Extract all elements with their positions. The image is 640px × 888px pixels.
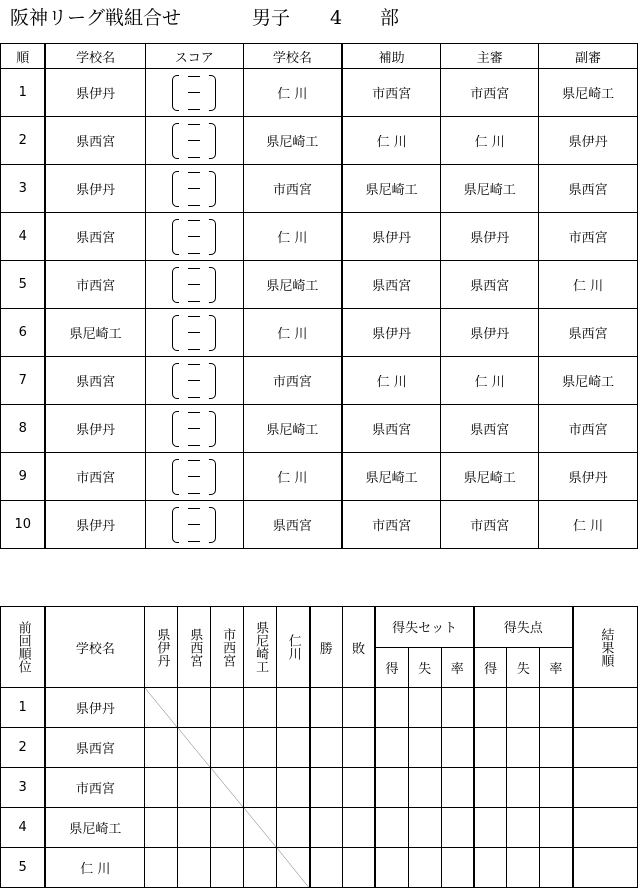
assist-school: 市西宮: [342, 69, 441, 117]
standing-row: [1, 728, 638, 768]
col-assist: 補助: [342, 44, 441, 69]
assist-school: 県尼崎工: [342, 165, 441, 213]
point-rate-header: 率: [540, 647, 573, 688]
match-result-cell[interactable]: [211, 808, 244, 848]
losses-cell[interactable]: [342, 808, 375, 848]
sub-referee-school: 県西宮: [539, 309, 638, 357]
standing-row: [1, 768, 638, 808]
match-number: 8: [1, 405, 46, 453]
school-name: 県西宮: [45, 728, 145, 768]
school-a: 県西宮: [45, 213, 145, 261]
score-cell: [145, 69, 243, 117]
set-gain-cell[interactable]: [375, 768, 408, 808]
score-dashes: [179, 76, 209, 110]
point-lose-cell[interactable]: [507, 728, 540, 768]
score-cell: [145, 501, 243, 549]
point-gain-cell[interactable]: [474, 688, 507, 728]
school-name: 県伊丹: [45, 688, 145, 728]
match-result-cell[interactable]: [244, 728, 277, 768]
chief-referee-school: 県伊丹: [441, 213, 539, 261]
match-row: [1, 501, 638, 549]
set-lose-cell[interactable]: [408, 768, 441, 808]
school-name: 市西宮: [45, 768, 145, 808]
chief-referee-school: 市西宮: [441, 69, 539, 117]
right-bracket: [209, 123, 216, 159]
match-result-cell: [244, 808, 277, 848]
page-title: [10, 4, 630, 32]
left-bracket: [172, 315, 179, 351]
loss-header: 敗: [342, 607, 375, 688]
score-cell: [145, 357, 243, 405]
match-result-cell[interactable]: [277, 768, 310, 808]
left-bracket: [172, 219, 179, 255]
school-a: 市西宮: [45, 261, 145, 309]
final-rank-cell[interactable]: [573, 768, 638, 808]
match-number: 5: [1, 261, 46, 309]
division-label: 部: [380, 7, 400, 29]
school-b: 市西宮: [243, 165, 342, 213]
division-number: 4: [330, 7, 343, 29]
right-bracket: [209, 75, 216, 111]
school-b: 市西宮: [243, 357, 342, 405]
school-b: 仁 川: [243, 69, 342, 117]
match-number: 1: [1, 69, 46, 117]
point-gain-cell[interactable]: [474, 848, 507, 888]
chief-referee-school: 仁 川: [441, 117, 539, 165]
score-brackets: [146, 459, 243, 495]
col-school-b: 学校名: [243, 44, 342, 69]
left-bracket: [172, 459, 179, 495]
assist-school: 県伊丹: [342, 309, 441, 357]
schedule-header-row: [1, 44, 638, 69]
match-row: [1, 309, 638, 357]
score-brackets: [146, 411, 243, 447]
score-cell: [145, 117, 243, 165]
match-result-cell[interactable]: [244, 688, 277, 728]
match-number: 10: [1, 501, 46, 549]
diagonal-line: [244, 808, 276, 847]
col-school-a: 学校名: [45, 44, 145, 69]
left-bracket: [172, 75, 179, 111]
match-row: [1, 405, 638, 453]
assist-school: 仁 川: [342, 357, 441, 405]
match-result-cell[interactable]: [178, 688, 211, 728]
final-rank-header: 結果順: [598, 627, 614, 667]
sub-referee-school: 県伊丹: [539, 117, 638, 165]
point-lose-cell[interactable]: [507, 848, 540, 888]
score-brackets: [146, 267, 243, 303]
league-title: 阪神リーグ戦組合せ: [10, 7, 182, 29]
match-result-cell[interactable]: [145, 768, 178, 808]
sub-referee-school: 県伊丹: [539, 453, 638, 501]
match-result-cell[interactable]: [178, 808, 211, 848]
right-bracket: [209, 363, 216, 399]
match-result-cell: [178, 728, 211, 768]
chief-referee-school: 県尼崎工: [441, 453, 539, 501]
win-header: 勝: [310, 607, 343, 688]
sub-referee-school: 市西宮: [539, 213, 638, 261]
school-b: 県尼崎工: [243, 117, 342, 165]
school-b: 仁 川: [243, 309, 342, 357]
chief-referee-school: 市西宮: [441, 501, 539, 549]
point-gain-cell[interactable]: [474, 808, 507, 848]
point-rate-cell[interactable]: [540, 768, 573, 808]
school-name: 仁 川: [45, 848, 145, 888]
match-result-cell[interactable]: [244, 848, 277, 888]
school-name: 県尼崎工: [45, 808, 145, 848]
point-lose-cell[interactable]: [507, 688, 540, 728]
left-bracket: [172, 123, 179, 159]
match-row: [1, 261, 638, 309]
score-dashes: [179, 364, 209, 398]
school-a: 市西宮: [45, 453, 145, 501]
assist-school: 県西宮: [342, 261, 441, 309]
point-lose-cell[interactable]: [507, 768, 540, 808]
match-number: 4: [1, 213, 46, 261]
score-brackets: [146, 219, 243, 255]
score-cell: [145, 453, 243, 501]
school-header: 学校名: [45, 607, 145, 688]
diagonal-line: [145, 688, 177, 727]
point-lose-cell[interactable]: [507, 808, 540, 848]
point-rate-cell[interactable]: [540, 728, 573, 768]
school-a: 県西宮: [45, 117, 145, 165]
match-result-cell[interactable]: [244, 768, 277, 808]
score-dashes: [179, 172, 209, 206]
set-rate-cell[interactable]: [441, 808, 474, 848]
point-header: 得失点: [474, 607, 573, 648]
results-table: [0, 606, 638, 888]
point-rate-cell[interactable]: [540, 688, 573, 728]
set-rate-cell[interactable]: [441, 768, 474, 808]
match-result-cell[interactable]: [277, 728, 310, 768]
sub-referee-school: 仁 川: [539, 261, 638, 309]
gender-label: 男子: [252, 7, 291, 29]
opponent-header-3: 市西宮: [220, 627, 236, 667]
losses-cell[interactable]: [342, 768, 375, 808]
diagonal-line: [211, 768, 243, 807]
chief-referee-school: 県尼崎工: [441, 165, 539, 213]
prev-rank: 1: [1, 688, 46, 728]
score-dashes: [179, 124, 209, 158]
score-brackets: [146, 507, 243, 543]
sub-referee-school: 仁 川: [539, 501, 638, 549]
set-header: 得失セット: [375, 607, 474, 648]
school-a: 県伊丹: [45, 69, 145, 117]
results-header-row-1: [1, 607, 638, 648]
match-result-cell[interactable]: [145, 848, 178, 888]
schedule-table: [0, 43, 638, 549]
score-brackets: [146, 123, 243, 159]
school-a: 県西宮: [45, 357, 145, 405]
score-cell: [145, 213, 243, 261]
score-dashes: [179, 460, 209, 494]
score-brackets: [146, 315, 243, 351]
chief-referee-school: 県伊丹: [441, 309, 539, 357]
opponent-header-5: 仁川: [285, 634, 301, 660]
match-row: [1, 213, 638, 261]
set-gain-cell[interactable]: [375, 808, 408, 848]
sub-referee-school: 市西宮: [539, 405, 638, 453]
match-result-cell[interactable]: [178, 768, 211, 808]
match-row: [1, 117, 638, 165]
match-row: [1, 69, 638, 117]
col-order: 順: [1, 44, 46, 69]
match-number: 3: [1, 165, 46, 213]
prev-rank-header: 前回順位: [15, 621, 31, 673]
score-dashes: [179, 412, 209, 446]
right-bracket: [209, 219, 216, 255]
standing-row: [1, 848, 638, 888]
point-rate-cell[interactable]: [540, 808, 573, 848]
set-lose-cell[interactable]: [408, 728, 441, 768]
wins-cell[interactable]: [310, 848, 343, 888]
match-result-cell: [211, 768, 244, 808]
score-cell: [145, 165, 243, 213]
score-brackets: [146, 363, 243, 399]
set-lose-cell[interactable]: [408, 848, 441, 888]
standing-row: [1, 808, 638, 848]
right-bracket: [209, 267, 216, 303]
score-cell: [145, 309, 243, 357]
left-bracket: [172, 363, 179, 399]
match-number: 6: [1, 309, 46, 357]
right-bracket: [209, 411, 216, 447]
assist-school: 県伊丹: [342, 213, 441, 261]
match-result-cell[interactable]: [277, 688, 310, 728]
match-result-cell[interactable]: [277, 808, 310, 848]
school-a: 県伊丹: [45, 405, 145, 453]
school-a: 県尼崎工: [45, 309, 145, 357]
left-bracket: [172, 507, 179, 543]
score-dashes: [179, 508, 209, 542]
final-rank-cell[interactable]: [573, 848, 638, 888]
match-result-cell[interactable]: [211, 688, 244, 728]
left-bracket: [172, 171, 179, 207]
set-gain-cell[interactable]: [375, 728, 408, 768]
prev-rank: 5: [1, 848, 46, 888]
col-chief-referee: 主審: [441, 44, 539, 69]
assist-school: 県西宮: [342, 405, 441, 453]
sub-referee-school: 県西宮: [539, 165, 638, 213]
prev-rank: 3: [1, 768, 46, 808]
match-number: 7: [1, 357, 46, 405]
diagonal-line: [277, 848, 308, 887]
final-rank-cell[interactable]: [573, 688, 638, 728]
match-number: 2: [1, 117, 46, 165]
score-cell: [145, 261, 243, 309]
set-lose-cell[interactable]: [408, 808, 441, 848]
opponent-header-2: 県西宮: [187, 627, 203, 667]
prev-rank: 4: [1, 808, 46, 848]
right-bracket: [209, 171, 216, 207]
diagonal-line: [178, 728, 210, 767]
score-dashes: [179, 220, 209, 254]
losses-cell[interactable]: [342, 848, 375, 888]
left-bracket: [172, 267, 179, 303]
match-result-cell[interactable]: [145, 728, 178, 768]
match-result-cell[interactable]: [178, 848, 211, 888]
wins-cell[interactable]: [310, 768, 343, 808]
assist-school: 県尼崎工: [342, 453, 441, 501]
school-b: 県尼崎工: [243, 405, 342, 453]
set-gain-cell[interactable]: [375, 688, 408, 728]
score-dashes: [179, 316, 209, 350]
losses-cell[interactable]: [342, 728, 375, 768]
point-gain-cell[interactable]: [474, 728, 507, 768]
sub-referee-school: 県尼崎工: [539, 69, 638, 117]
assist-school: 市西宮: [342, 501, 441, 549]
match-result-cell[interactable]: [211, 848, 244, 888]
set-rate-header: 率: [441, 647, 474, 688]
school-b: 仁 川: [243, 213, 342, 261]
wins-cell[interactable]: [310, 808, 343, 848]
set-gain-header: 得: [375, 647, 408, 688]
set-lose-header: 失: [408, 647, 441, 688]
match-result-cell: [277, 848, 310, 888]
chief-referee-school: 県西宮: [441, 261, 539, 309]
school-a: 県伊丹: [45, 165, 145, 213]
point-lose-header: 失: [507, 647, 540, 688]
school-b: 仁 川: [243, 453, 342, 501]
chief-referee-school: 仁 川: [441, 357, 539, 405]
losses-cell[interactable]: [342, 688, 375, 728]
col-sub-referee: 副審: [539, 44, 638, 69]
final-rank-cell[interactable]: [573, 728, 638, 768]
school-b: 県西宮: [243, 501, 342, 549]
opponent-header-1: 県伊丹: [154, 627, 170, 667]
assist-school: 仁 川: [342, 117, 441, 165]
set-rate-cell[interactable]: [441, 848, 474, 888]
match-result-cell: [145, 688, 178, 728]
school-a: 県伊丹: [45, 501, 145, 549]
match-row: [1, 453, 638, 501]
match-result-cell[interactable]: [145, 808, 178, 848]
right-bracket: [209, 507, 216, 543]
set-gain-cell[interactable]: [375, 848, 408, 888]
match-row: [1, 165, 638, 213]
standing-row: [1, 688, 638, 728]
point-gain-header: 得: [474, 647, 507, 688]
school-b: 県尼崎工: [243, 261, 342, 309]
opponent-header-4: 県尼崎工: [253, 621, 269, 673]
set-lose-cell[interactable]: [408, 688, 441, 728]
match-result-cell[interactable]: [211, 728, 244, 768]
chief-referee-school: 県西宮: [441, 405, 539, 453]
set-rate-cell[interactable]: [441, 728, 474, 768]
point-rate-cell[interactable]: [540, 848, 573, 888]
col-score: スコア: [145, 44, 243, 69]
match-row: [1, 357, 638, 405]
set-rate-cell[interactable]: [441, 688, 474, 728]
right-bracket: [209, 315, 216, 351]
match-number: 9: [1, 453, 46, 501]
left-bracket: [172, 411, 179, 447]
wins-cell[interactable]: [310, 728, 343, 768]
sub-referee-school: 県尼崎工: [539, 357, 638, 405]
final-rank-cell[interactable]: [573, 808, 638, 848]
score-dashes: [179, 268, 209, 302]
score-brackets: [146, 75, 243, 111]
prev-rank: 2: [1, 728, 46, 768]
point-gain-cell[interactable]: [474, 768, 507, 808]
wins-cell[interactable]: [310, 688, 343, 728]
right-bracket: [209, 459, 216, 495]
score-cell: [145, 405, 243, 453]
score-brackets: [146, 171, 243, 207]
